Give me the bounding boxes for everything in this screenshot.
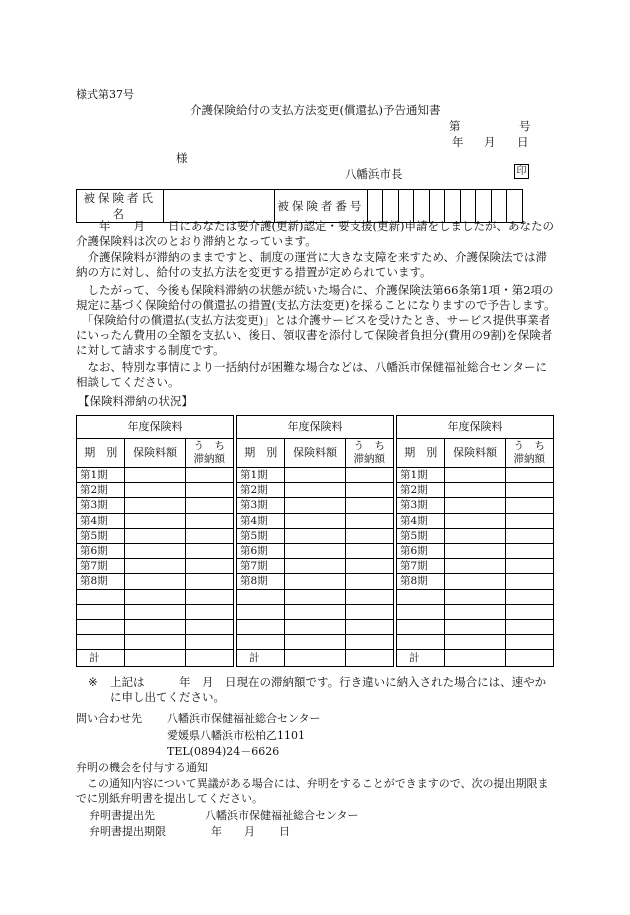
period-row (77, 498, 234, 513)
period-label: 第4期 (397, 513, 445, 528)
amount-cell[interactable] (445, 574, 505, 589)
blank-cell[interactable] (237, 619, 285, 634)
period-row (77, 528, 234, 543)
amount-cell[interactable] (125, 513, 185, 528)
blank-cell[interactable] (345, 589, 393, 604)
paragraph-2: 介護保険料が滞納のままですと、制度の運営に大きな支障を来すため、介護保険法では滞納の方に対し、給付の支払方法を変更する措置が定められています。 (76, 250, 548, 279)
period-row (237, 513, 394, 528)
period-label: 第3期 (237, 498, 285, 513)
total-label: 計 (77, 650, 125, 667)
period-row (77, 574, 234, 589)
insured-number-digit[interactable] (476, 190, 491, 223)
amount-cell[interactable] (125, 543, 185, 558)
period-row (237, 543, 394, 558)
arrears-cell[interactable] (505, 498, 553, 513)
period-label: 第5期 (237, 528, 285, 543)
blank-row (397, 619, 554, 634)
period-row (397, 528, 554, 543)
blank-cell[interactable] (505, 635, 553, 650)
period-label: 第7期 (397, 559, 445, 574)
arrears-cell[interactable] (345, 498, 393, 513)
blank-cell[interactable] (505, 619, 553, 634)
blank-cell[interactable] (77, 589, 125, 604)
insured-number-label: 被保険者番号 (274, 190, 367, 223)
period-header: 期 別 (237, 439, 285, 468)
blank-row (397, 635, 554, 650)
amount-cell[interactable] (125, 468, 185, 483)
blank-cell[interactable] (445, 635, 505, 650)
period-label: 第6期 (237, 543, 285, 558)
blank-cell[interactable] (445, 619, 505, 634)
hearing-heading: 弁明の機会を付与する通知 (76, 761, 208, 774)
arrears-cell[interactable] (505, 574, 553, 589)
blank-row (77, 604, 234, 619)
period-label: 第8期 (397, 574, 445, 589)
blank-row (237, 604, 394, 619)
arrears-cell[interactable] (185, 528, 233, 543)
arrears-cell[interactable] (505, 483, 553, 498)
paragraph-5: なお、特別な事情により一括納付が困難な場合などは、八幡浜市保健福祉総合センターに相談してください。 (76, 360, 548, 389)
arrears-header (345, 439, 393, 468)
period-label: 第3期 (77, 498, 125, 513)
amount-cell[interactable] (445, 513, 505, 528)
period-row (397, 483, 554, 498)
total-row (77, 650, 234, 667)
status-heading: 【保険料滞納の状況】 (78, 394, 193, 408)
period-label: 第6期 (397, 543, 445, 558)
insured-number-digit[interactable] (398, 190, 413, 223)
contact-address: 愛媛県八幡浜市松柏乙1101 (167, 729, 305, 742)
document-title: 介護保険給付の支払方法変更(償還払)予告通知書 (190, 103, 441, 117)
blank-cell[interactable] (397, 589, 445, 604)
paragraph-3: したがって、今後も保険料滞納の状態が続いた場合に、介護保険法第66条第1項・第2項の規定に基づく保険給付の償還払の措置(支払方法変更)を採ることになりますので予告します。 (76, 283, 556, 312)
arrears-block (236, 415, 394, 667)
period-row (237, 559, 394, 574)
paragraph-4: 「保険給付の償還払(支払方法変更)」とは介護サービスを受けたとき、サービス提供事業者にいったん費用の全額を支払い、後日、領収書を添付して保険者負担分(費用の9割)を保険者に対して請求する制度です。 (76, 313, 553, 357)
amount-cell[interactable] (445, 468, 505, 483)
contact-tel: TEL(0894)24－6626 (167, 745, 280, 758)
arrears-header-top: う ち (193, 440, 225, 452)
period-label: 第8期 (77, 574, 125, 589)
insured-number-digit[interactable] (414, 190, 429, 223)
arrears-cell[interactable] (185, 468, 233, 483)
doc-no-suffix: 号 (519, 119, 531, 133)
blank-cell[interactable] (445, 604, 505, 619)
period-label: 第5期 (397, 528, 445, 543)
arrears-cell[interactable] (185, 498, 233, 513)
blank-row (77, 635, 234, 650)
blank-cell[interactable] (237, 635, 285, 650)
insured-info-table (76, 189, 523, 223)
insured-number-digit[interactable] (445, 190, 460, 223)
arrears-header-bottom: 滞納額 (193, 453, 225, 465)
period-row (397, 559, 554, 574)
blank-cell[interactable] (397, 635, 445, 650)
period-header: 期 別 (77, 439, 125, 468)
arrears-header (505, 439, 553, 468)
paragraph-1: 年 月 日にあなたは要介護(更新)認定・要支援(更新)申請をしましたが、あなたの介護保険料は次のとおり滞納となっています。 (76, 219, 554, 248)
note-text: 上記は 年 月 日現在の滞納額です。行き違いに納入された場合には、速やかに申し出てください。 (110, 675, 547, 704)
blank-cell[interactable] (285, 589, 345, 604)
period-label: 第2期 (77, 483, 125, 498)
period-row (77, 559, 234, 574)
contact-org: 八幡浜市保健福祉総合センター (167, 712, 321, 725)
period-label: 第2期 (397, 483, 445, 498)
arrears-cell[interactable] (345, 574, 393, 589)
insured-name-label: 被保険者氏名 (77, 190, 164, 223)
amount-header: 保険料額 (285, 439, 345, 468)
amount-cell[interactable] (445, 543, 505, 558)
period-row (77, 468, 234, 483)
period-label: 第2期 (237, 483, 285, 498)
period-label: 第1期 (237, 468, 285, 483)
blank-cell[interactable] (125, 619, 185, 634)
amount-header: 保険料額 (445, 439, 505, 468)
blank-cell[interactable] (285, 604, 345, 619)
period-row (397, 543, 554, 558)
blank-row (397, 604, 554, 619)
arrears-cell[interactable] (345, 513, 393, 528)
period-row (237, 574, 394, 589)
total-arrears-cell[interactable] (345, 650, 393, 667)
insured-number-digit[interactable] (368, 190, 383, 223)
amount-cell[interactable] (445, 498, 505, 513)
arrears-cell[interactable] (345, 483, 393, 498)
deadline-label: 弁明書提出期限 (89, 825, 166, 838)
blank-cell[interactable] (345, 635, 393, 650)
period-label: 第1期 (397, 468, 445, 483)
period-label: 第7期 (237, 559, 285, 574)
insured-number-digit[interactable] (507, 190, 523, 223)
blank-cell[interactable] (185, 619, 233, 634)
arrears-header-top: う ち (513, 440, 545, 452)
period-row (397, 513, 554, 528)
arrears-cell[interactable] (505, 513, 553, 528)
amount-cell[interactable] (285, 468, 345, 483)
form-number: 様式第37号 (76, 88, 134, 101)
amount-cell[interactable] (125, 498, 185, 513)
total-arrears-cell[interactable] (505, 650, 553, 667)
blank-cell[interactable] (125, 589, 185, 604)
total-row (397, 650, 554, 667)
blank-row (237, 589, 394, 604)
total-amount-cell[interactable] (125, 650, 185, 667)
arrears-cell[interactable] (185, 574, 233, 589)
arrears-cell[interactable] (345, 528, 393, 543)
period-row (77, 513, 234, 528)
date-year: 年 (452, 135, 464, 149)
period-row (397, 498, 554, 513)
amount-cell[interactable] (125, 559, 185, 574)
period-label: 第3期 (397, 498, 445, 513)
blank-cell[interactable] (237, 604, 285, 619)
blank-cell[interactable] (397, 619, 445, 634)
period-row (237, 483, 394, 498)
period-row (237, 498, 394, 513)
fiscal-year-title: 年度保険料 (237, 416, 394, 439)
amount-cell[interactable] (285, 574, 345, 589)
arrears-cell[interactable] (345, 468, 393, 483)
fiscal-year-title: 年度保険料 (397, 416, 554, 439)
arrears-cell[interactable] (505, 468, 553, 483)
amount-cell[interactable] (285, 528, 345, 543)
arrears-cell[interactable] (345, 559, 393, 574)
blank-row (237, 619, 394, 634)
amount-cell[interactable] (285, 483, 345, 498)
arrears-block (396, 415, 554, 667)
blank-cell[interactable] (185, 635, 233, 650)
insured-number-digit[interactable] (429, 190, 444, 223)
period-row (237, 468, 394, 483)
issuer: 八幡浜市長 (345, 167, 403, 181)
blank-row (237, 635, 394, 650)
blank-cell[interactable] (77, 619, 125, 634)
addressee-suffix: 様 (176, 151, 188, 165)
deadline-day: 日 (279, 825, 290, 838)
contact-label: 問い合わせ先 (76, 712, 142, 725)
period-row (237, 528, 394, 543)
blank-cell[interactable] (445, 589, 505, 604)
amount-cell[interactable] (445, 483, 505, 498)
arrears-cell[interactable] (185, 559, 233, 574)
seal-mark: 印 (514, 164, 529, 179)
doc-no-prefix: 第 (449, 119, 461, 133)
total-amount-cell[interactable] (445, 650, 505, 667)
arrears-header (185, 439, 233, 468)
deadline-year: 年 (211, 825, 222, 838)
blank-cell[interactable] (505, 589, 553, 604)
period-header: 期 別 (397, 439, 445, 468)
arrears-cell[interactable] (185, 543, 233, 558)
blank-cell[interactable] (185, 589, 233, 604)
blank-cell[interactable] (125, 635, 185, 650)
amount-cell[interactable] (285, 559, 345, 574)
amount-cell[interactable] (285, 498, 345, 513)
date-month: 月 (484, 135, 496, 149)
arrears-block (76, 415, 234, 667)
blank-cell[interactable] (77, 635, 125, 650)
arrears-cell[interactable] (505, 528, 553, 543)
total-amount-cell[interactable] (285, 650, 345, 667)
arrears-header-top: う ち (353, 440, 385, 452)
amount-cell[interactable] (125, 528, 185, 543)
insured-name-field[interactable] (163, 190, 274, 223)
amount-cell[interactable] (285, 513, 345, 528)
amount-cell[interactable] (285, 543, 345, 558)
total-label: 計 (237, 650, 285, 667)
period-row (77, 483, 234, 498)
period-label: 第7期 (77, 559, 125, 574)
period-row (397, 574, 554, 589)
amount-cell[interactable] (445, 528, 505, 543)
arrears-cell[interactable] (185, 513, 233, 528)
blank-row (77, 619, 234, 634)
total-row (237, 650, 394, 667)
submit-to: 八幡浜市保健福祉総合センター (205, 809, 359, 822)
blank-cell[interactable] (285, 635, 345, 650)
period-label: 第1期 (77, 468, 125, 483)
amount-cell[interactable] (125, 574, 185, 589)
period-label: 第4期 (237, 513, 285, 528)
insured-number-digit[interactable] (491, 190, 506, 223)
blank-cell[interactable] (285, 619, 345, 634)
amount-header: 保険料額 (125, 439, 185, 468)
fiscal-year-title: 年度保険料 (77, 416, 234, 439)
arrears-header-bottom: 滞納額 (513, 453, 545, 465)
total-arrears-cell[interactable] (185, 650, 233, 667)
insured-number-digit[interactable] (460, 190, 475, 223)
blank-cell[interactable] (237, 589, 285, 604)
blank-cell[interactable] (345, 619, 393, 634)
blank-cell[interactable] (77, 604, 125, 619)
period-label: 第5期 (77, 528, 125, 543)
hearing-text: この通知内容について異議がある場合には、弁明をすることができますので、次の提出期限までに別紙弁明書を提出してください。 (76, 777, 549, 805)
total-label: 計 (397, 650, 445, 667)
period-row (397, 468, 554, 483)
blank-cell[interactable] (505, 604, 553, 619)
period-label: 第8期 (237, 574, 285, 589)
arrears-header-bottom: 滞納額 (353, 453, 385, 465)
period-label: 第6期 (77, 543, 125, 558)
amount-cell[interactable] (125, 483, 185, 498)
blank-row (77, 589, 234, 604)
blank-cell[interactable] (345, 604, 393, 619)
amount-cell[interactable] (445, 559, 505, 574)
blank-cell[interactable] (397, 604, 445, 619)
blank-cell[interactable] (125, 604, 185, 619)
submit-to-label: 弁明書提出先 (89, 809, 155, 822)
period-row (77, 543, 234, 558)
arrears-cell[interactable] (185, 483, 233, 498)
blank-row (397, 589, 554, 604)
arrears-cell[interactable] (345, 543, 393, 558)
date-day: 日 (517, 135, 529, 149)
blank-cell[interactable] (185, 604, 233, 619)
arrears-cell[interactable] (505, 559, 553, 574)
note-mark: ※ (88, 675, 98, 689)
insured-number-digit[interactable] (383, 190, 398, 223)
arrears-cell[interactable] (505, 543, 553, 558)
deadline-month: 月 (244, 825, 255, 838)
period-label: 第4期 (77, 513, 125, 528)
